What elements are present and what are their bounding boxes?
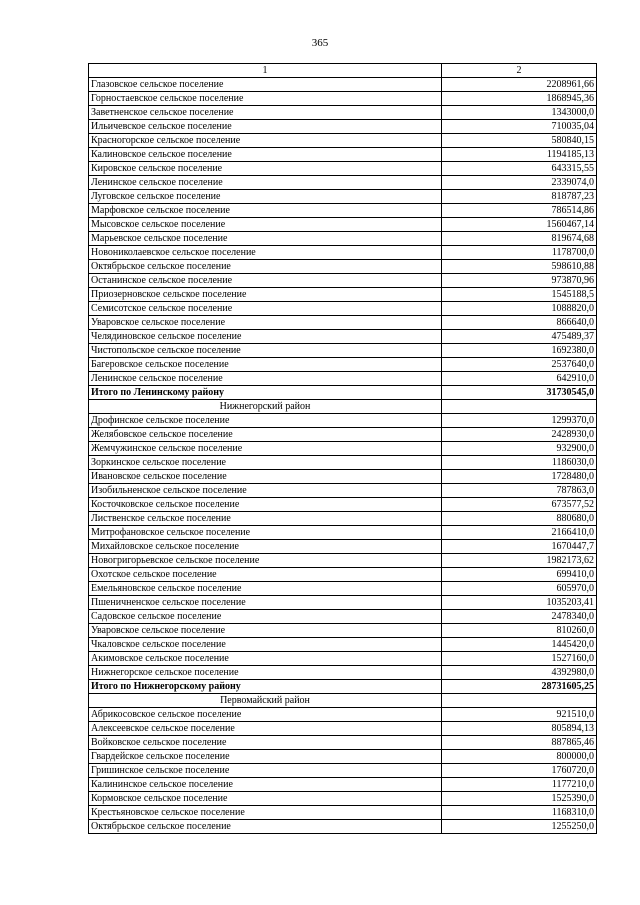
table-row xyxy=(89,78,597,92)
total-amount: 31730545,0 xyxy=(442,386,597,400)
settlement-amount: 1982173,62 xyxy=(442,554,597,568)
settlement-amount: 1194185,13 xyxy=(442,148,597,162)
table-row xyxy=(89,764,597,778)
table-row xyxy=(89,414,597,428)
settlement-name: Зоркинское сельское поселение xyxy=(89,456,442,470)
settlement-name: Останинское сельское поселение xyxy=(89,274,442,288)
settlement-amount: 1760720,0 xyxy=(442,764,597,778)
settlement-name: Лиственское сельское поселение xyxy=(89,512,442,526)
table-row xyxy=(89,820,597,834)
settlement-name: Пшеничненское сельское поселение xyxy=(89,596,442,610)
table-row xyxy=(89,120,597,134)
settlement-name: Желябовское сельское поселение xyxy=(89,428,442,442)
settlement-name: Кормовское сельское поселение xyxy=(89,792,442,806)
settlement-amount: 1670447,7 xyxy=(442,540,597,554)
settlement-amount: 932900,0 xyxy=(442,442,597,456)
settlement-amount: 921510,0 xyxy=(442,708,597,722)
table-row xyxy=(89,624,597,638)
settlement-amount: 973870,96 xyxy=(442,274,597,288)
settlement-amount: 1343000,0 xyxy=(442,106,597,120)
settlement-name: Горностаевское сельское поселение xyxy=(89,92,442,106)
settlement-amount: 1088820,0 xyxy=(442,302,597,316)
settlement-amount: 819674,68 xyxy=(442,232,597,246)
table-row xyxy=(89,666,597,680)
settlement-name: Кировское сельское поселение xyxy=(89,162,442,176)
table-row xyxy=(89,330,597,344)
settlement-amount: 673577,52 xyxy=(442,498,597,512)
table-row xyxy=(89,470,597,484)
table-row xyxy=(89,512,597,526)
settlement-amount: 810260,0 xyxy=(442,624,597,638)
settlement-name: Приозерновское сельское поселение xyxy=(89,288,442,302)
settlement-name: Косточковское сельское поселение xyxy=(89,498,442,512)
settlement-name: Дрофинское сельское поселение xyxy=(89,414,442,428)
region-amount-empty xyxy=(442,694,597,708)
table-row xyxy=(89,638,597,652)
table-row xyxy=(89,610,597,624)
table-row xyxy=(89,526,597,540)
settlement-amount: 1035203,41 xyxy=(442,596,597,610)
settlement-amount: 642910,0 xyxy=(442,372,597,386)
table-row xyxy=(89,148,597,162)
table-header-row xyxy=(89,64,597,78)
table-row xyxy=(89,190,597,204)
settlement-name: Новониколаевское сельское поселение xyxy=(89,246,442,260)
column-header-2: 2 xyxy=(442,64,597,78)
table-row xyxy=(89,106,597,120)
table-row xyxy=(89,722,597,736)
table-row xyxy=(89,288,597,302)
settlement-name: Октябрьское сельское поселение xyxy=(89,820,442,834)
region-header-row xyxy=(89,400,597,414)
table-row xyxy=(89,232,597,246)
settlement-name: Митрофановское сельское поселение xyxy=(89,526,442,540)
settlement-name: Ильичевское сельское поселение xyxy=(89,120,442,134)
settlement-name: Марьевское сельское поселение xyxy=(89,232,442,246)
settlement-name: Войковское сельское поселение xyxy=(89,736,442,750)
settlement-name: Крестьяновское сельское поселение xyxy=(89,806,442,820)
settlement-name: Красногорское сельское поселение xyxy=(89,134,442,148)
settlement-amount: 2428930,0 xyxy=(442,428,597,442)
settlement-name: Ивановское сельское поселение xyxy=(89,470,442,484)
settlement-name: Нижнегорское сельское поселение xyxy=(89,666,442,680)
region-amount-empty xyxy=(442,400,597,414)
settlement-amount: 787863,0 xyxy=(442,484,597,498)
settlement-amount: 1527160,0 xyxy=(442,652,597,666)
table-body xyxy=(89,78,597,834)
settlement-amount: 1728480,0 xyxy=(442,470,597,484)
settlement-amount: 1255250,0 xyxy=(442,820,597,834)
settlement-amount: 1692380,0 xyxy=(442,344,597,358)
settlement-amount: 1168310,0 xyxy=(442,806,597,820)
table-row xyxy=(89,344,597,358)
settlement-amount: 1545188,5 xyxy=(442,288,597,302)
settlement-amount: 800000,0 xyxy=(442,750,597,764)
table-row xyxy=(89,736,597,750)
settlement-amount: 2166410,0 xyxy=(442,526,597,540)
region-name: Первомайский район xyxy=(89,694,442,708)
settlement-amount: 1525390,0 xyxy=(442,792,597,806)
settlement-amount: 1445420,0 xyxy=(442,638,597,652)
settlement-name: Семисотское сельское поселение xyxy=(89,302,442,316)
settlement-name: Калиновское сельское поселение xyxy=(89,148,442,162)
settlement-amount: 598610,88 xyxy=(442,260,597,274)
settlement-name: Акимовское сельское поселение xyxy=(89,652,442,666)
table-row xyxy=(89,92,597,106)
table-row xyxy=(89,260,597,274)
table-row xyxy=(89,442,597,456)
table-row xyxy=(89,708,597,722)
table-row xyxy=(89,176,597,190)
settlement-name: Калининское сельское поселение xyxy=(89,778,442,792)
table-row xyxy=(89,778,597,792)
settlement-amount: 1186030,0 xyxy=(442,456,597,470)
table-row xyxy=(89,302,597,316)
total-row xyxy=(89,680,597,694)
table-row xyxy=(89,582,597,596)
settlement-amount: 699410,0 xyxy=(442,568,597,582)
settlement-amount: 2339074,0 xyxy=(442,176,597,190)
settlement-amount: 475489,37 xyxy=(442,330,597,344)
settlement-amount: 4392980,0 xyxy=(442,666,597,680)
region-header-row xyxy=(89,694,597,708)
settlement-amount: 605970,0 xyxy=(442,582,597,596)
table-row xyxy=(89,568,597,582)
total-row xyxy=(89,386,597,400)
settlement-amount: 643315,55 xyxy=(442,162,597,176)
table-row xyxy=(89,246,597,260)
table-row xyxy=(89,372,597,386)
total-label: Итого по Нижнегорскому району xyxy=(89,680,442,694)
region-name: Нижнегорский район xyxy=(89,400,442,414)
settlement-name: Челядиновское сельское поселение xyxy=(89,330,442,344)
table-row xyxy=(89,428,597,442)
table-row xyxy=(89,204,597,218)
settlement-name: Чкаловское сельское поселение xyxy=(89,638,442,652)
table-row xyxy=(89,750,597,764)
settlement-amount: 710035,04 xyxy=(442,120,597,134)
settlement-amount: 1177210,0 xyxy=(442,778,597,792)
settlement-amount: 2537640,0 xyxy=(442,358,597,372)
table-row xyxy=(89,358,597,372)
settlement-name: Заветненское сельское поселение xyxy=(89,106,442,120)
settlement-name: Мысовское сельское поселение xyxy=(89,218,442,232)
table-row xyxy=(89,652,597,666)
table-row xyxy=(89,316,597,330)
table-row xyxy=(89,596,597,610)
table-row xyxy=(89,484,597,498)
settlement-name: Чистопольское сельское поселение xyxy=(89,344,442,358)
settlement-name: Ленинское сельское поселение xyxy=(89,372,442,386)
table-row xyxy=(89,792,597,806)
settlement-name: Луговское сельское поселение xyxy=(89,190,442,204)
settlement-amount: 1178700,0 xyxy=(442,246,597,260)
settlement-name: Изобильненское сельское поселение xyxy=(89,484,442,498)
settlement-amount: 1868945,36 xyxy=(442,92,597,106)
table-row xyxy=(89,540,597,554)
settlement-name: Абрикосовское сельское поселение xyxy=(89,708,442,722)
settlement-amount: 866640,0 xyxy=(442,316,597,330)
settlement-name: Гришинское сельское поселение xyxy=(89,764,442,778)
settlement-amount: 2208961,66 xyxy=(442,78,597,92)
settlement-name: Октябрьское сельское поселение xyxy=(89,260,442,274)
settlement-name: Глазовское сельское поселение xyxy=(89,78,442,92)
settlement-name: Садовское сельское поселение xyxy=(89,610,442,624)
table-row xyxy=(89,498,597,512)
page-number: 365 xyxy=(311,37,329,49)
settlement-name: Новогригорьевское сельское поселение xyxy=(89,554,442,568)
settlement-name: Ленинское сельское поселение xyxy=(89,176,442,190)
settlement-name: Багеровское сельское поселение xyxy=(89,358,442,372)
settlement-name: Охотское сельское поселение xyxy=(89,568,442,582)
settlement-amount: 818787,23 xyxy=(442,190,597,204)
settlement-name: Емельяновское сельское поселение xyxy=(89,582,442,596)
table-row xyxy=(89,806,597,820)
total-amount: 28731605,25 xyxy=(442,680,597,694)
settlement-amount: 2478340,0 xyxy=(442,610,597,624)
settlement-name: Уваровское сельское поселение xyxy=(89,316,442,330)
total-label: Итого по Ленинскому району xyxy=(89,386,442,400)
table-row xyxy=(89,456,597,470)
settlement-amount: 880680,0 xyxy=(442,512,597,526)
budget-table xyxy=(88,63,597,834)
settlement-amount: 887865,46 xyxy=(442,736,597,750)
settlement-name: Уваровское сельское поселение xyxy=(89,624,442,638)
table-row xyxy=(89,274,597,288)
settlement-amount: 786514,86 xyxy=(442,204,597,218)
settlement-name: Жемчужинское сельское поселение xyxy=(89,442,442,456)
settlement-name: Гвардейское сельское поселение xyxy=(89,750,442,764)
settlement-name: Михайловское сельское поселение xyxy=(89,540,442,554)
table-row xyxy=(89,218,597,232)
table-row xyxy=(89,162,597,176)
settlement-amount: 1299370,0 xyxy=(442,414,597,428)
settlement-name: Алексеевское сельское поселение xyxy=(89,722,442,736)
table-row xyxy=(89,554,597,568)
settlement-name: Марфовское сельское поселение xyxy=(89,204,442,218)
settlement-amount: 805894,13 xyxy=(442,722,597,736)
settlement-amount: 1560467,14 xyxy=(442,218,597,232)
column-header-1: 1 xyxy=(89,64,442,78)
settlement-amount: 580840,15 xyxy=(442,134,597,148)
table-row xyxy=(89,134,597,148)
